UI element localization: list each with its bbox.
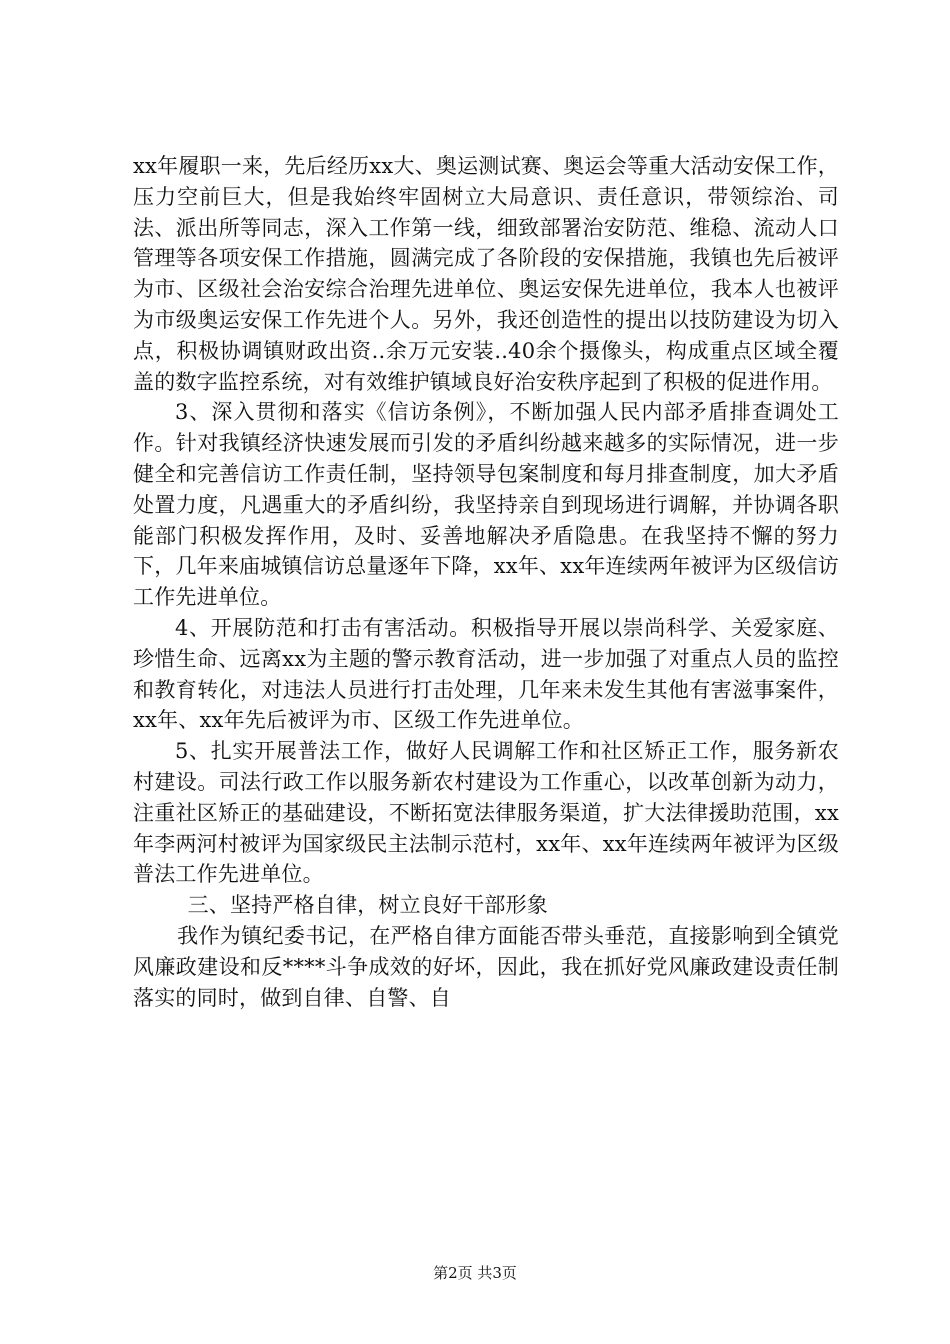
paragraph-legal-education: 5、扎实开展普法工作，做好人民调解工作和社区矫正工作，服务新农村建设。司法行政工作以服务新农村建设为工作重心，以改革创新为动力，注重社区矫正的基础建设，不断拓宽法律服务渠道，扩大法律援助范围，xx年李两河村被评为国家级民主法制示范村，xx年、xx年连续两年被评为区级普法工作先进单位。 (133, 739, 839, 887)
paragraph-security-work: xx年履职一来，先后经历xx大、奥运测试赛、奥运会等重大活动安保工作，压力空前巨大，但是我始终牢固树立大局意识、责任意识，带领综治、司法、派出所等同志，深入工作第一线，细致部署治安防范、维稳、流动人口管理等各项安保工作措施，圆满完成了各阶段的安保措施，我镇也先后被评为市、区级社会治安综合治理先进单位、奥运安保先进单位，我本人也被评为市级奥运安保工作先进个人。另外，我还创造性的提出以技防建设为切入点，积极协调镇财政出资..余万元安装..40余个摄像头，构成重点区域全覆盖的数字监控系统，对有效维护镇域良好治安秩序起到了积极的促进作用。 (133, 154, 839, 394)
section-heading-self-discipline: 三、坚持严格自律，树立良好干部形象 (187, 893, 548, 918)
page-footer: 第2页 共3页 (433, 1264, 517, 1282)
paragraph-prevention-work: 4、开展防范和打击有害活动。积极指导开展以崇尚科学、关爱家庭、珍惜生命、远离xx为主题的警示教育活动，进一步加强了对重点人员的监控和教育转化，对违法人员进行打击处理，几年来未发生其他有害滋事案件，xx年、xx年先后被评为市、区级工作先进单位。 (133, 615, 839, 733)
document-body (133, 151, 839, 1013)
paragraph-self-discipline: 我作为镇纪委书记，在严格自律方面能否带头垂范，直接影响到全镇党风廉政建设和反****斗争成效的好坏，因此，我在抓好党风廉政建设责任制落实的同时，做到自律、自警、自 (133, 923, 839, 1010)
paragraph-petition-work: 3、深入贯彻和落实《信访条例》，不断加强人民内部矛盾排查调处工作。针对我镇经济快速发展而引发的矛盾纠纷越来越多的实际情况，进一步健全和完善信访工作责任制，坚持领导包案制度和每月排查制度，加大矛盾处置力度，凡遇重大的矛盾纠纷，我坚持亲自到现场进行调解，并协调各职能部门积极发挥作用，及时、妥善地解决矛盾隐患。在我坚持不懈的努力下，几年来庙城镇信访总量逐年下降，xx年、xx年连续两年被评为区级信访工作先进单位。 (133, 400, 839, 610)
